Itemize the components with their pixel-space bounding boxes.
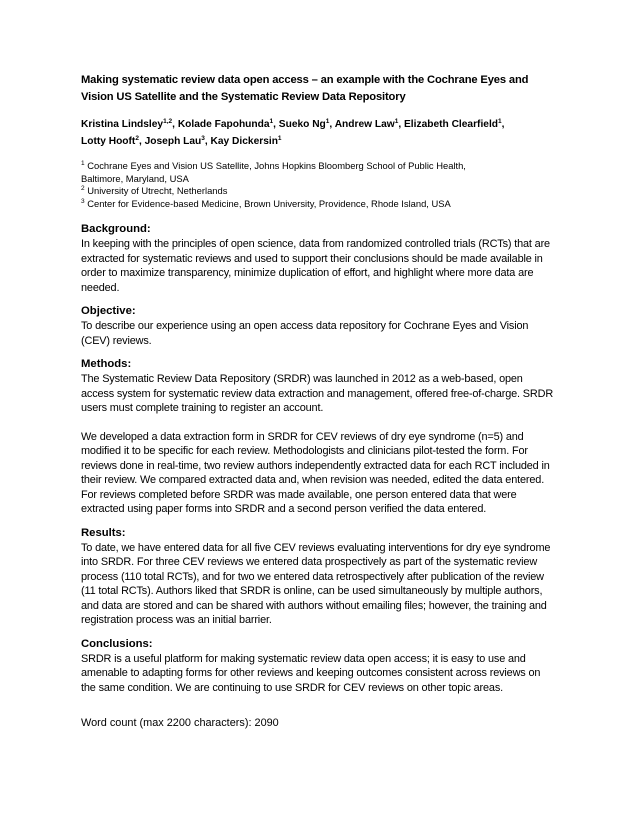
author-affiliation-number: 1 [394, 118, 399, 125]
author-name: Kolade Fapohunda [177, 119, 270, 130]
section-heading: Objective: [81, 305, 136, 317]
author-name: Kristina Lindsley [81, 119, 164, 130]
author-affiliation-number: 1 [277, 135, 282, 142]
author-affiliation-number: 1 [269, 118, 274, 125]
section-text: We developed a data extraction form in SRDR for CEV reviews of dry eye syndrome (n=5) and modified it to be specific for each review. Methodologists and clinicians pilot-tested the form. For reviews done in real-time, two review authors independently extracted data for each RCT included in their review. We compared extracted data and, when revision was needed, edited the data entered. For reviews completed before SRDR was made available, one person entered data that were extracted using paper forms into SRDR and a second person verified the data entered. [81, 430, 550, 515]
section-heading: Background: [81, 223, 151, 235]
section-results [81, 526, 556, 628]
document-title: Making systematic review data open access – an example with the Cochrane Eyes and Vision US Satellite and the Systematic Review Data Repository [81, 74, 529, 103]
author-name: Lotty Hooft [81, 136, 136, 147]
author-list: Kristina Lindsley$^{1,2}$, Kolade Fapohunda$^1$, Sueko Ng$^1$, Andrew Law$^1$, Elizabeth Clearfield$^1$, Lotty Hooft$^2$, Joseph Lau$^3$, Kay Dickersin$^1$ [81, 118, 505, 147]
affiliation-item-continued: Baltimore, Maryland, USA [81, 172, 189, 184]
author-name: Andrew Law [334, 119, 395, 130]
affiliation-item: $^2$ University of Utrecht, Netherlands [81, 185, 228, 196]
section-conclusions [81, 637, 556, 696]
section-text: In keeping with the principles of open science, data from randomized controlled trials (RCTs) that are extracted for systematic reviews and used to support their conclusions should be made available in order to maximize transparency, minimize duplication of effort, and highlight where more data are needed. [81, 238, 550, 294]
author-affiliation-number: 1 [325, 118, 330, 125]
author-affiliation-number: 1 [498, 118, 502, 125]
section-heading: Conclusions: [81, 637, 153, 650]
section-text: The Systematic Review Data Repository (SRDR) was launched in 2012 as a web-based, open access system for systematic review data extraction and management, offered free-of-charge. SRDR users must complete training to register an account. [81, 373, 554, 414]
section-heading: Results: [81, 526, 126, 539]
section-heading: Methods: [81, 358, 132, 370]
author-name: Kay Dickersin [210, 136, 278, 147]
section-objective [81, 304, 556, 348]
author-name: Sueko Ng [278, 119, 326, 130]
author-affiliation-number: 3 [201, 135, 205, 142]
section-methods [81, 357, 556, 517]
word-count: Word count (max 2200 characters): 2090 [81, 717, 279, 729]
section-text: To date, we have entered data for all five CEV reviews evaluating interventions for dry eye syndrome into SRDR. For three CEV reviews we entered data prospectively as part of the systematic review process (110 total RCTs), and for two we entered data retrospectively after publication of the review (11 total RCTs). Authors liked that SRDR is online, can be used simultaneously by multiple authors, and data are stored and can be shared with authors without emailing files; however, the training and registration process was an initial barrier. [81, 541, 551, 626]
author-name: Elizabeth Clearfield [404, 119, 498, 130]
author-affiliation-number: 2 [135, 135, 139, 142]
author-name: Joseph Lau [144, 136, 202, 147]
affiliation-item: $^3$ Center for Evidence-based Medicine, Brown University, Providence, Rhode Island, USA [81, 197, 451, 209]
abstract-page [81, 72, 556, 731]
section-background [81, 222, 556, 295]
affiliation-item: $^1$ Cochrane Eyes and Vision US Satellite, Johns Hopkins Bloomberg School of Public Health, [81, 160, 466, 171]
section-text: SRDR is a useful platform for making systematic review data open access; it is easy to use and amenable to adapting forms for other reviews and keeping outcomes consistent across reviews on the same condition. We are continuing to use SRDR for CEV reviews on other topic areas. [81, 652, 541, 694]
author-affiliation-number: 1,2 [163, 118, 173, 125]
section-text: To describe our experience using an open access data repository for Cochrane Eyes and Vision (CEV) reviews. [81, 320, 529, 347]
affiliation-list [81, 160, 556, 210]
